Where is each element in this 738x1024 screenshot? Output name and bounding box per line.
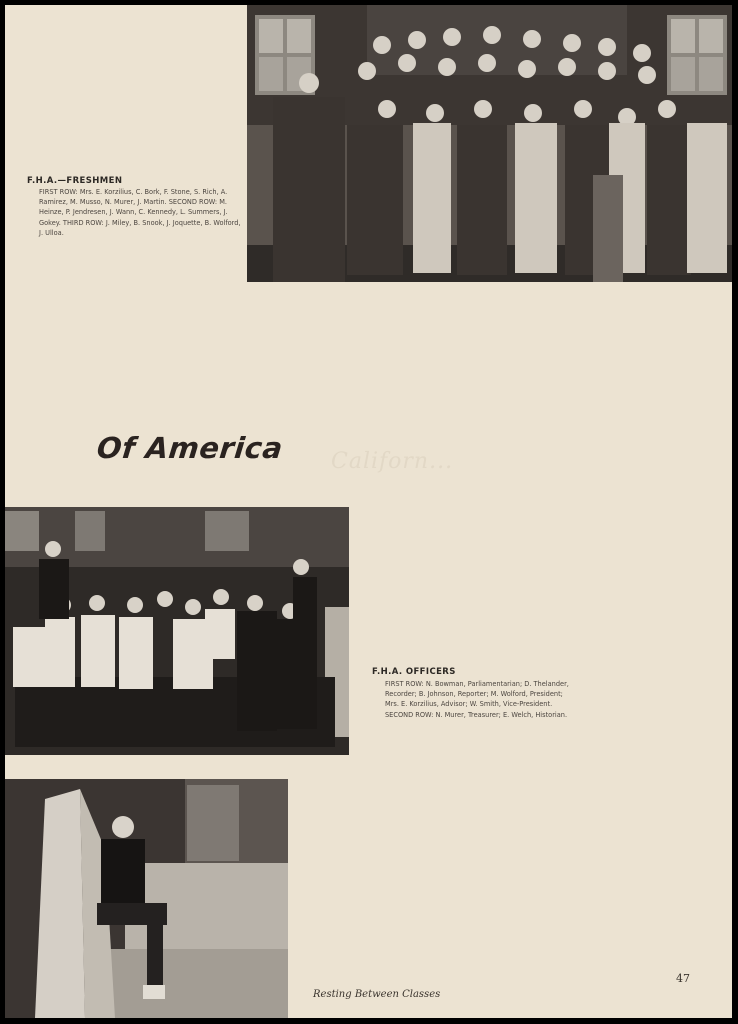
officers-caption-body: FIRST ROW: N. Bowman, Parliamentarian; D. Thelander, Recorder; B. Johnson, Reporter; M. Wolford, President; Mrs. E. Korzilius, Advisor; W. Smith, Vice-President. SECOND ROW: N. Murer, Treasurer; E. Welch, Historian. <box>385 680 569 719</box>
officers-caption-title: F.H.A. OFFICERS <box>372 667 456 677</box>
resting-student-photo <box>5 779 288 1018</box>
freshmen-group-photo <box>247 5 732 282</box>
officers-group-photo <box>5 507 349 755</box>
page-number: 47 <box>676 972 690 985</box>
freshmen-caption-body: FIRST ROW: Mrs. E. Korzilius, C. Bork, F. Stone, S. Rich, A. Ramirez, M. Musso, N. Murer, J. Martin. SECOND ROW: M. Heinze, P. Jendresen, J. Wann, C. Kennedy, L. Summers, J. Gokey. THIRD ROW: J. Miley, B. Snook, J. Joquette, B. Wolford, J. Ulloa. <box>39 188 241 237</box>
bleed-through-text: Californ... <box>331 449 454 474</box>
resting-caption: Resting Between Classes <box>313 989 441 1000</box>
page-heading: Of America <box>95 431 285 465</box>
yearbook-page <box>5 5 732 1018</box>
freshmen-caption-title: F.H.A.—FRESHMEN <box>27 176 123 186</box>
